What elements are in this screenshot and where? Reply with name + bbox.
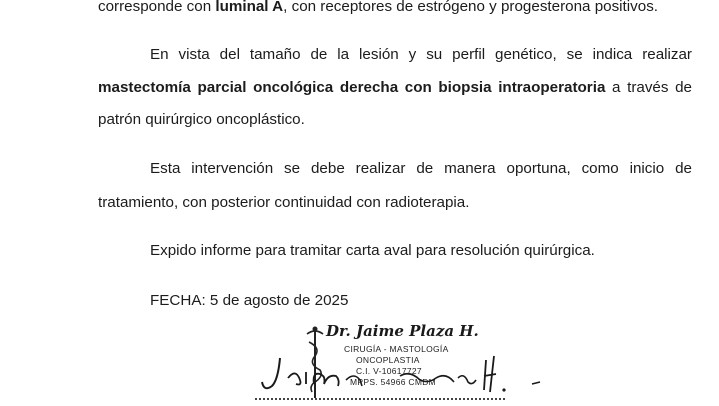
specialty: CIRUGÍA - MASTOLOGÍA [344, 344, 449, 354]
paragraph-line [98, 0, 692, 16]
handwritten-signature [250, 350, 550, 400]
license-number: MPPS. 54966 CMDM [350, 377, 437, 387]
bold-term: luminal A [215, 0, 284, 15]
text-segment: , con receptores de estrógeno y progesterona positivos. [283, 0, 659, 15]
paragraph-line: Esta intervención se debe realizar de manera oportuna, como inicio de [150, 160, 692, 177]
paragraph-line: Expido informe para tramitar carta aval para resolución quirúrgica. [150, 242, 595, 259]
paragraph-line [98, 79, 692, 97]
signature-line [255, 398, 505, 400]
doctor-name: Dr. Jaime Plaza H. [326, 322, 479, 340]
paragraph-line: patrón quirúrgico oncoplástico. [98, 111, 305, 128]
id-number: C.I. V-10617727 [356, 366, 422, 376]
subspecialty: ONCOPLASTIA [356, 355, 420, 365]
date-line: FECHA: 5 de agosto de 2025 [150, 292, 349, 309]
bold-procedure: mastectomía parcial oncológica derecha con biopsia intraoperatoria [98, 79, 606, 96]
text-segment: corresponde con [98, 0, 216, 15]
paragraph-line: En vista del tamaño de la lesión y su perfil genético, se indica realizar [150, 46, 692, 63]
paragraph-line: tratamiento, con posterior continuidad con radioterapia. [98, 194, 470, 211]
text-segment: a través de [605, 79, 692, 96]
